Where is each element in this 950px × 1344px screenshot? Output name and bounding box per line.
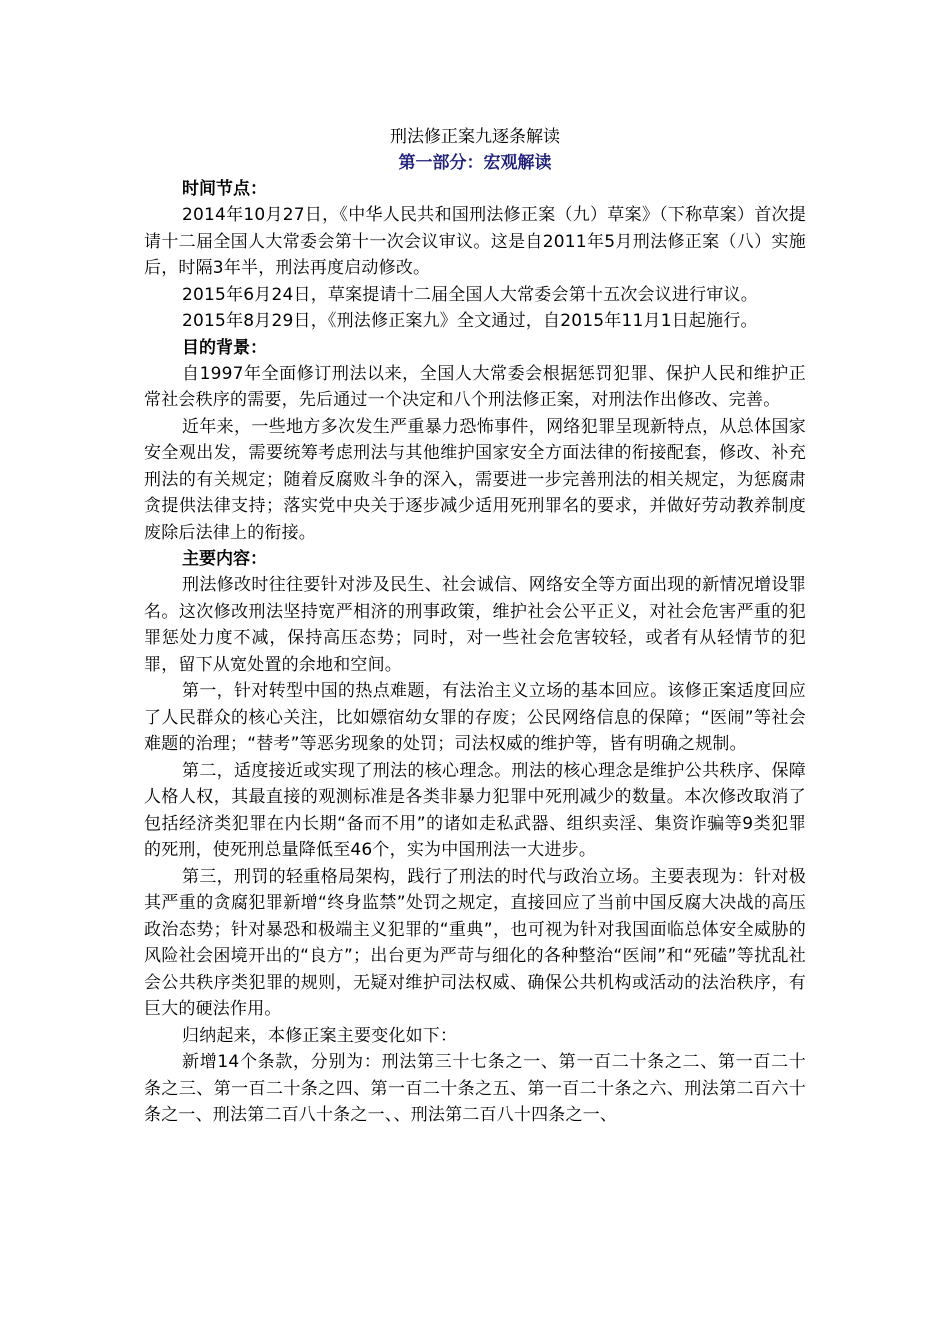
document-title: 刑法修正案九逐条解读 xyxy=(390,127,560,147)
paragraph: 近年来，一些地方多次发生严重暴力恐怖事件，网络犯罪呈现新特点，从总体国家安全观出发，需要统筹考虑刑法与其他维护国家安全方面法律的衔接配套，修改、补充刑法的有关规定；随着反腐败斗争的深入，需要进一步完善刑法的相关规定，为惩腐肃贪提供法律支持；落实党中央关于逐步减少适用死刑罪名的要求，并做好劳动教养制度废除后法律上的衔接。 xyxy=(144,416,806,543)
paragraph: 自1997年全面修订刑法以来，全国人大常委会根据惩罚犯罪、保护人民和维护正常社会秩序的需要，先后通过一个决定和八个刑法修正案，对刑法作出修改、完善。 xyxy=(144,363,806,410)
part-title: 第一部分：宏观解读 xyxy=(398,153,552,173)
section-heading-main-content: 主要内容： xyxy=(182,549,267,569)
paragraph: 刑法修改时往往要针对涉及民生、社会诚信、网络安全等方面出现的新情况增设罪名。这次修改刑法坚持宽严相济的刑事政策，维护社会公平正义，对社会危害严重的犯罪惩处力度不减，保持高压态势；同时，对一些社会危害较轻，或者有从轻情节的犯罪，留下从宽处置的余地和空间。 xyxy=(144,575,806,675)
paragraph: 新增14个条款，分别为：刑法第三十七条之一、第一百二十条之二、第一百二十条之三、第一百二十条之四、第一百二十条之五、第一百二十条之六、刑法第二百六十条之一、刑法第二百八十条之一、、刑法第二百八十四条之一、 xyxy=(144,1052,806,1125)
paragraph: 第三，刑罚的轻重格局架构，践行了刑法的时代与政治立场。主要表现为：针对极其严重的贪腐犯罪新增“终身监禁”处罚之规定，直接回应了当前中国反腐大决战的高压政治态势；针对暴恐和极端主义犯罪的“重典”，也可视为针对我国面临总体安全威胁的风险社会困境开出的“良方”；出台更为严苛与细化的各种整治“医闹”和“死磕”等扰乱社会公共秩序类犯罪的规则，无疑对维护司法权威、确保公共机构或活动的法治秩序，有巨大的硬法作用。 xyxy=(144,866,806,1019)
section-heading-timeline: 时间节点： xyxy=(182,179,267,199)
paragraph: 归纳起来，本修正案主要变化如下： xyxy=(182,1025,458,1046)
paragraph: 2015年6月24日，草案提请十二届全国人大常委会第十五次会议进行审议。 xyxy=(182,284,758,305)
paragraph: 2014年10月27日，《中华人民共和国刑法修正案（九）草案》（下称草案）首次提请十二届全国人大常委会第十一次会议审议。这是自2011年5月刑法修正案（八）实施后，时隔3年半，刑法再度启动修改。 xyxy=(144,205,806,278)
paragraph: 第二，适度接近或实现了刑法的核心理念。刑法的核心理念是维护公共秩序、保障人格人权，其最直接的观测标准是各类非暴力犯罪中死刑减少的数量。本次修改取消了包括经济类犯罪在内长期“备而不用”的诸如走私武器、组织卖淫、集资诈骗等9类犯罪的死刑，使死刑总量降低至46个，实为中国刑法一大进步。 xyxy=(144,760,806,860)
document-body xyxy=(144,124,806,1129)
paragraph: 2015年8月29日，《刑法修正案九》全文通过，自2015年11月1日起施行。 xyxy=(182,311,758,331)
section-heading-background: 目的背景： xyxy=(182,337,267,358)
paragraph: 第一，针对转型中国的热点难题，有法治主义立场的基本回应。该修正案适度回应了人民群众的核心关注，比如嫖宿幼女罪的存废；公民网络信息的保障；“医闹”等社会难题的治理；“替考”等恶劣现象的处罚；司法权威的维护等，皆有明确之规制。 xyxy=(144,681,806,754)
